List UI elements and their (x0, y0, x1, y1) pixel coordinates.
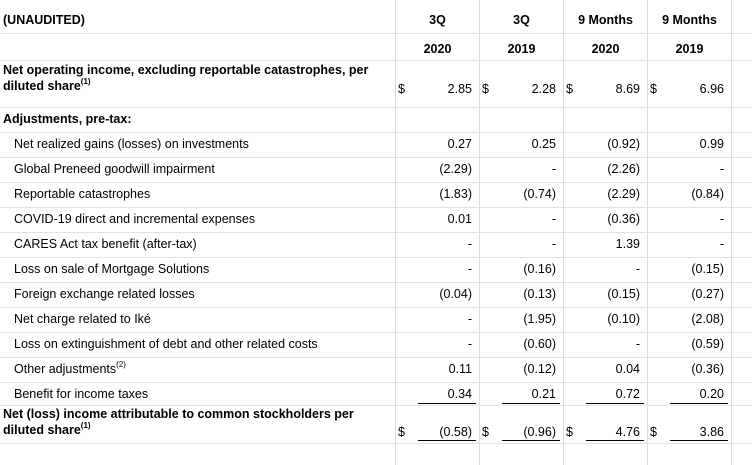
cell-value: (2.29) (439, 162, 472, 176)
row-label-text: Net charge related to Iké (14, 312, 151, 326)
currency-symbol: $ (482, 425, 489, 439)
cell-value: 3.86 (699, 425, 724, 439)
row-label-net-operating-income (3, 62, 368, 94)
cell-value: (0.04) (439, 287, 472, 301)
cell-value: - (719, 162, 724, 176)
row-label (14, 286, 195, 302)
currency-symbol: $ (566, 425, 573, 439)
cell-value: - (551, 212, 556, 226)
row-label-text: Benefit for income taxes (14, 387, 149, 401)
cell-value: (1.95) (523, 312, 556, 326)
cell-value: - (551, 162, 556, 176)
currency-symbol: $ (566, 82, 573, 96)
cell-value: (0.92) (607, 137, 640, 151)
label-line: Net (loss) income attributable to common stockholders per (3, 407, 354, 421)
grid-line (0, 60, 752, 61)
cell-value: (0.27) (691, 287, 724, 301)
row-label-text: Loss on sale of Mortgage Solutions (14, 262, 210, 276)
subtotal-rule (418, 403, 476, 404)
subtotal-rule (502, 403, 560, 404)
currency-symbol: $ (650, 82, 657, 96)
grid-line (0, 33, 752, 34)
row-label (14, 261, 209, 277)
cell-value: 0.20 (699, 387, 724, 401)
grid-line (0, 107, 752, 108)
grid-line (0, 332, 752, 333)
column-header-year: 2020 (591, 42, 620, 56)
footnote-marker: (2) (116, 359, 126, 369)
cell-value: (0.13) (523, 287, 556, 301)
row-label-text: CARES Act tax benefit (after-tax) (14, 237, 197, 251)
cell-value: (0.84) (691, 187, 724, 201)
cell-value: 4.76 (615, 425, 640, 439)
row-label-text: Net realized gains (losses) on investments (14, 137, 249, 151)
total-rule (418, 440, 476, 441)
cell-value: 1.39 (615, 237, 640, 251)
cell-value: (0.74) (523, 187, 556, 201)
column-header-period: 9 Months (662, 13, 717, 27)
cell-value: 6.96 (699, 82, 724, 96)
row-label-text: Other adjustments (14, 362, 117, 376)
row-label (14, 386, 148, 402)
cell-value: (0.96) (523, 425, 556, 439)
column-header-year: 2019 (507, 42, 536, 56)
grid-line (0, 257, 752, 258)
subtotal-rule (670, 403, 728, 404)
cell-value: (1.83) (439, 187, 472, 201)
cell-value: - (719, 237, 724, 251)
currency-symbol: $ (650, 425, 657, 439)
cell-value: (0.36) (691, 362, 724, 376)
cell-value: - (719, 212, 724, 226)
column-header-period: 3Q (513, 13, 530, 27)
cell-value: (2.29) (607, 187, 640, 201)
grid-line (0, 307, 752, 308)
cell-value: 2.85 (447, 82, 472, 96)
row-label (14, 186, 150, 202)
cell-value: 0.04 (615, 362, 640, 376)
cell-value: (0.15) (607, 287, 640, 301)
cell-value: 0.25 (531, 137, 556, 151)
cell-value: (0.15) (691, 262, 724, 276)
cell-value: 0.72 (615, 387, 640, 401)
total-rule (670, 440, 728, 441)
cell-value: - (635, 337, 640, 351)
grid-line (0, 382, 752, 383)
column-header-year: 2019 (675, 42, 704, 56)
cell-value: - (551, 237, 556, 251)
row-label (14, 236, 197, 252)
cell-value: 0.99 (699, 137, 724, 151)
row-label-net-income (3, 406, 354, 438)
label-line: diluted share (3, 79, 81, 93)
cell-value: 0.11 (448, 362, 472, 376)
total-rule (502, 440, 560, 441)
row-label (14, 136, 249, 152)
row-label (14, 336, 318, 352)
unaudited-label: (UNAUDITED) (3, 13, 85, 27)
grid-line (0, 207, 752, 208)
row-label (14, 361, 126, 377)
cell-value: 8.69 (615, 82, 640, 96)
grid-line (0, 443, 752, 444)
cell-value: (0.60) (523, 337, 556, 351)
adjustments-heading: Adjustments, pre-tax: (3, 112, 132, 126)
cell-value: - (635, 262, 640, 276)
label-line: diluted share (3, 423, 81, 437)
grid-line (0, 182, 752, 183)
cell-value: (0.12) (523, 362, 556, 376)
row-label (14, 161, 215, 177)
cell-value: (0.36) (607, 212, 640, 226)
cell-value: 0.34 (447, 387, 472, 401)
row-label-text: Reportable catastrophes (14, 187, 151, 201)
cell-value: 0.27 (447, 137, 472, 151)
row-label (14, 211, 255, 227)
column-header-period: 3Q (429, 13, 446, 27)
footnote-marker: (1) (80, 420, 91, 430)
grid-line (0, 232, 752, 233)
cell-value: (0.16) (523, 262, 556, 276)
grid-line (0, 282, 752, 283)
column-header-year: 2020 (423, 42, 452, 56)
grid-line (0, 357, 752, 358)
row-label-text: Loss on extinguishment of debt and other related costs (14, 337, 318, 351)
cell-value: - (467, 237, 472, 251)
row-label-text: Foreign exchange related losses (14, 287, 195, 301)
subtotal-rule (586, 403, 644, 404)
cell-value: 0.21 (531, 387, 556, 401)
cell-value: (0.10) (607, 312, 640, 326)
currency-symbol: $ (482, 82, 489, 96)
cell-value: (2.26) (607, 162, 640, 176)
grid-line (0, 132, 752, 133)
currency-symbol: $ (398, 425, 405, 439)
cell-value: (2.08) (691, 312, 724, 326)
row-label-text: Global Preneed goodwill impairment (14, 162, 215, 176)
currency-symbol: $ (398, 82, 405, 96)
cell-value: 0.01 (447, 212, 472, 226)
cell-value: (0.58) (439, 425, 472, 439)
cell-value: 2.28 (531, 82, 556, 96)
cell-value: - (467, 337, 472, 351)
footnote-marker: (1) (80, 76, 91, 86)
label-line: Net operating income, excluding reportable catastrophes, per (3, 63, 369, 77)
column-header-period: 9 Months (578, 13, 633, 27)
row-label (14, 311, 151, 327)
grid-line (0, 157, 752, 158)
row-label-text: COVID-19 direct and incremental expenses (14, 212, 256, 226)
cell-value: - (467, 312, 472, 326)
cell-value: (0.59) (691, 337, 724, 351)
cell-value: - (467, 262, 472, 276)
total-rule (586, 440, 644, 441)
